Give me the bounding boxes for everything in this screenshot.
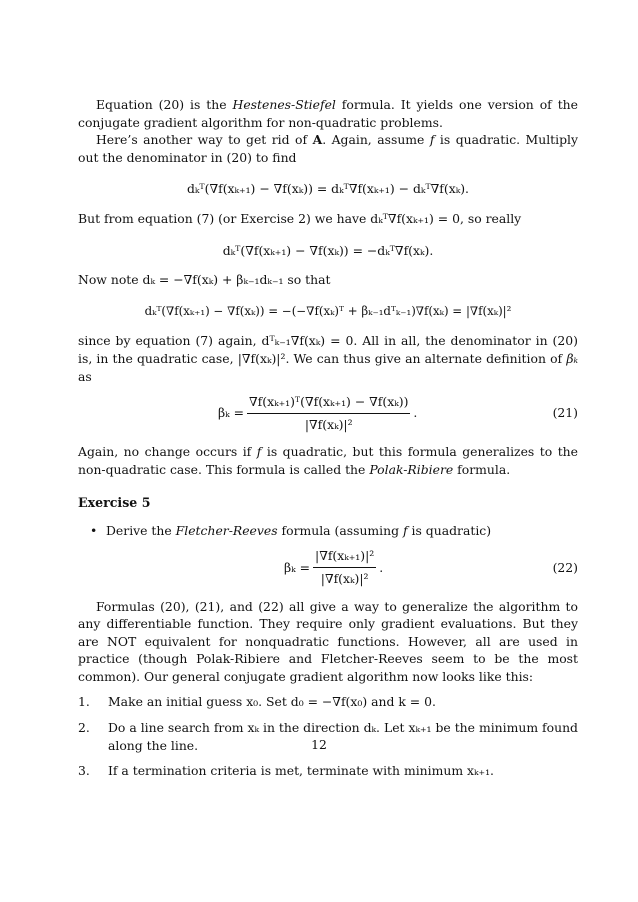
- fraction: [313, 547, 376, 587]
- function-symbol: f: [429, 132, 435, 148]
- equation-a: dₖᵀ(∇f(xₖ₊₁) − ∇f(xₖ)) = dₖᵀ∇f(xₖ₊₁) − dₖᵀ∇f(xₖ).: [186, 181, 469, 197]
- paragraph-formulas: Formulas (20), (21), and (22) all give a way to generalize the algorithm to any differentiable function. They require only gradient evaluations. But they are NOT equivalent for nonquadratic functions. However, all are used in practice (though Polak-Ribiere and Fletcher-Reeves seem to be the most common). Our general conjugate gradient algorithm now looks like this:: [78, 598, 578, 684]
- text: so that: [283, 272, 331, 288]
- equation-22: [78, 546, 578, 590]
- equation-number: (22): [552, 559, 578, 575]
- page-number: 12: [311, 737, 327, 752]
- text: . All in all, the denominator in (20) is, in the quadratic case,: [78, 333, 578, 366]
- paragraph-hestenes-stiefel: [78, 96, 578, 131]
- inline-math: dₖᵀ∇f(xₖ₊₁) = 0: [370, 210, 460, 226]
- function-symbol: f: [256, 444, 262, 460]
- period: .: [413, 405, 418, 421]
- inline-math: βₖ: [566, 350, 578, 366]
- step-number: 3.: [78, 763, 90, 779]
- paragraph-polak-ribiere: [78, 443, 578, 478]
- text: , so really: [459, 210, 522, 226]
- formula-name: Hestenes-Stiefel: [232, 97, 336, 112]
- text: is quadratic. Multiply out the denominator in (20) to find: [78, 132, 579, 165]
- text: formula (assuming: [277, 522, 403, 538]
- denominator: |∇f(xₖ)|²: [320, 571, 369, 586]
- equation-b: dₖᵀ(∇f(xₖ₊₁) − ∇f(xₖ)) = −dₖᵀ∇f(xₖ).: [222, 242, 434, 258]
- inline-math: |∇f(xₖ)|²: [237, 350, 286, 366]
- equation-22-body: [284, 546, 383, 590]
- denominator: |∇f(xₖ)|²: [304, 416, 353, 432]
- text: is quadratic): [407, 522, 492, 538]
- paragraph-denominator: [78, 332, 578, 385]
- step-text: Make an initial guess x₀. Set d₀ = −∇f(x₀) and k = 0.: [108, 694, 436, 710]
- algorithm-step: [78, 762, 578, 780]
- equation-lhs: βₖ =: [218, 405, 245, 421]
- text: But from equation (7) (or Exercise 2) we have: [78, 210, 371, 226]
- text: as: [78, 368, 92, 384]
- inline-math: dₖ = −∇f(xₖ) + βₖ₋₁dₖ₋₁: [142, 272, 284, 288]
- formula-name: Fletcher-Reeves: [175, 522, 278, 538]
- step-number: 1.: [78, 694, 90, 710]
- paragraph-equation-7: [78, 210, 578, 228]
- step-number: 2.: [78, 720, 90, 736]
- algorithm-step: [78, 693, 578, 711]
- text: Equation (20) is the: [96, 97, 233, 112]
- equation-21: [78, 391, 578, 435]
- formula-name: Polak-Ribiere: [369, 461, 454, 477]
- text: . We can thus give an alternate definition of: [285, 350, 567, 366]
- equation-c: dₖᵀ(∇f(xₖ₊₁) − ∇f(xₖ)) = −(−∇f(xₖ)ᵀ + βₖ₋₁dᵀₖ₋₁)∇f(xₖ) = |∇f(xₖ)|²: [144, 303, 512, 318]
- text: since by equation (7) again,: [78, 333, 262, 349]
- text: Now note: [78, 272, 143, 288]
- exercise-list: [78, 522, 578, 540]
- exercise-heading: Exercise 5: [78, 495, 151, 511]
- numerator: |∇f(xₖ₊₁)|²: [313, 547, 376, 568]
- text: Again, no change occurs if: [78, 444, 257, 460]
- text: formula. It yields one version of the conjugate gradient algorithm for non-quadratic problems.: [78, 97, 578, 130]
- period: .: [379, 559, 384, 575]
- equation-lhs: βₖ =: [284, 559, 311, 575]
- text: is quadratic, but this formula generalizes to the non-quadratic case. This formula is called the: [78, 444, 578, 477]
- fraction: [247, 393, 410, 433]
- text: . Again, assume: [322, 132, 430, 148]
- document-body: [78, 96, 578, 788]
- text: Derive the: [106, 522, 176, 538]
- paragraph-quadratic: [78, 131, 578, 166]
- inline-math: dᵀₖ₋₁∇f(xₖ) = 0: [261, 333, 354, 349]
- exercise-item: [106, 522, 578, 540]
- matrix-symbol: A: [312, 132, 323, 148]
- text: Here’s another way to get rid of: [96, 132, 313, 148]
- equation-number: (21): [552, 405, 578, 421]
- paragraph-now-note: [78, 271, 578, 289]
- step-text: Do a line search from xₖ in the direction dₖ. Let xₖ₊₁ be the minimum found along the line.: [108, 720, 578, 753]
- numerator: ∇f(xₖ₊₁)ᵀ(∇f(xₖ₊₁) − ∇f(xₖ)): [247, 393, 410, 414]
- text: formula.: [453, 461, 511, 477]
- function-symbol: f: [403, 522, 408, 538]
- step-text: If a termination criteria is met, terminate with minimum xₖ₊₁.: [108, 763, 494, 779]
- equation-21-body: [218, 391, 417, 435]
